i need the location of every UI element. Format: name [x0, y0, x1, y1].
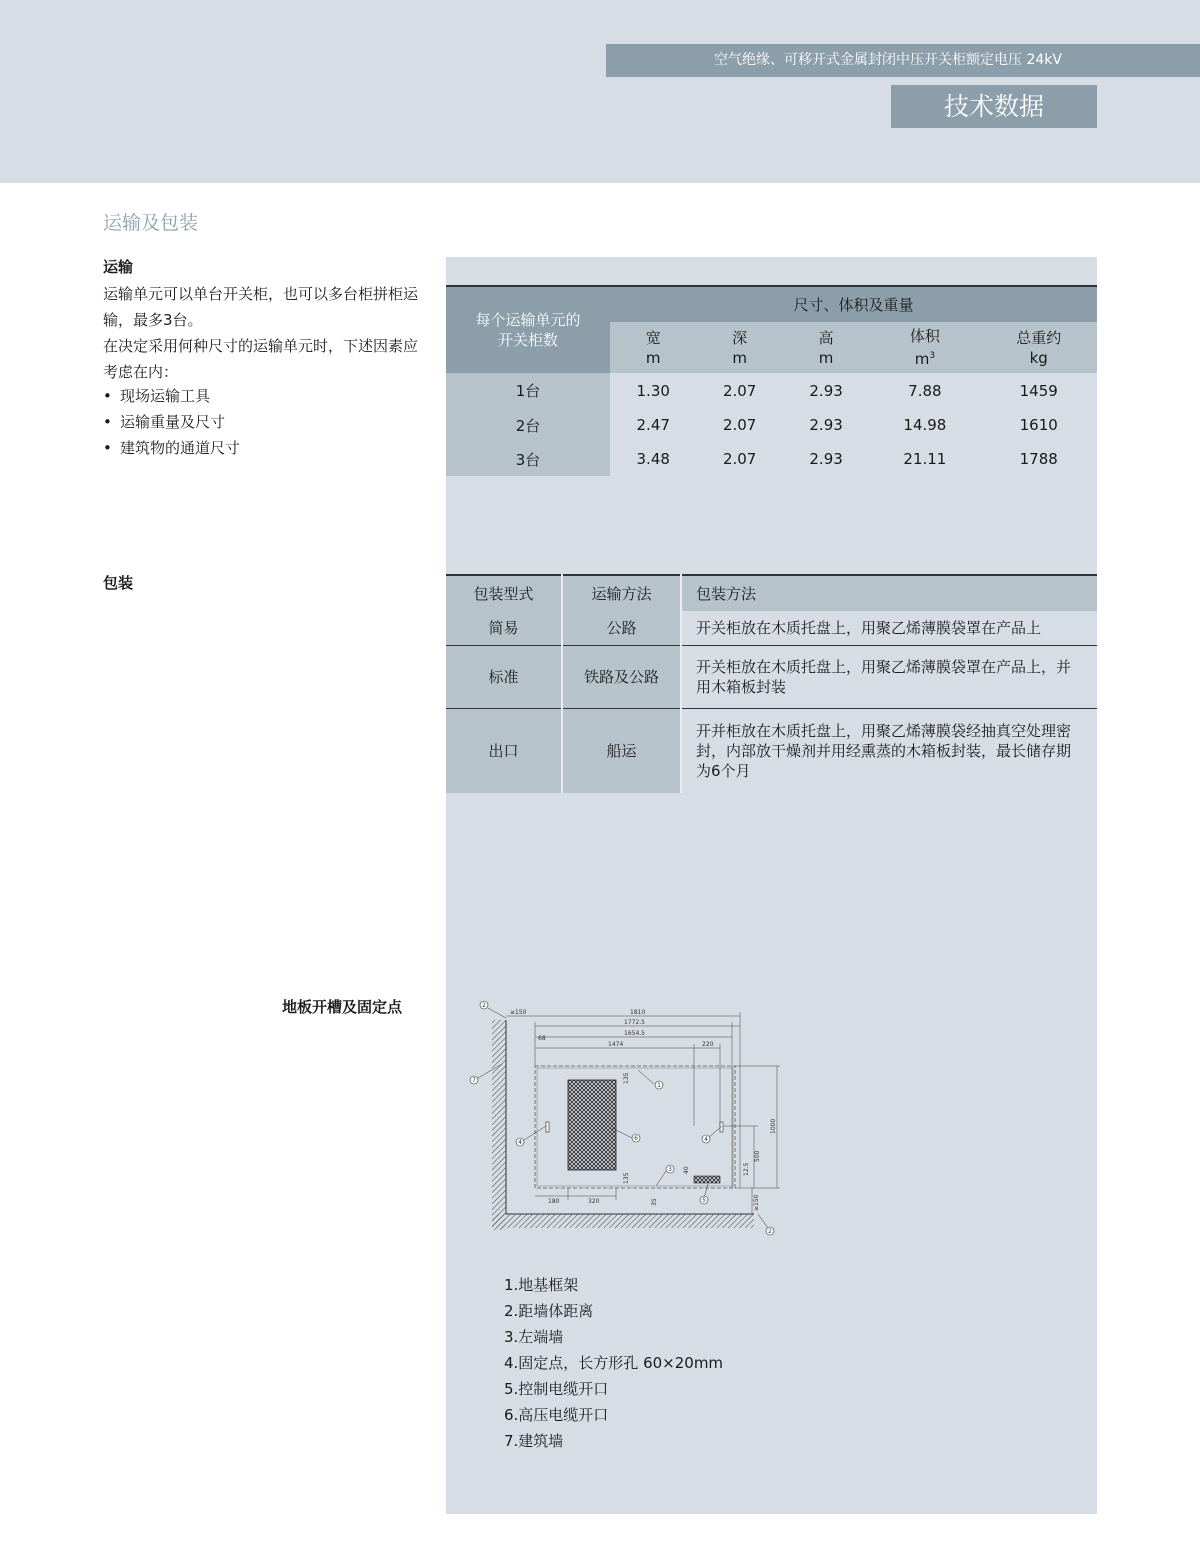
section-title: 运输及包装 [103, 212, 199, 234]
transport-description [103, 281, 423, 385]
column-header-width: 宽 m [610, 322, 696, 373]
list-item: • 现场运输工具 [103, 383, 240, 409]
transport-table [446, 285, 1097, 476]
column-header-weight: 总重约 kg [980, 322, 1097, 373]
callout-2-bottom: 2 [768, 1228, 772, 1235]
row-label: 3台 [446, 442, 610, 476]
table-cell: 1788 [980, 442, 1097, 476]
callout-4-right: 4 [704, 1136, 708, 1143]
table-row [446, 373, 1097, 408]
dim-135: 135 [623, 1072, 630, 1084]
column-header-type: 包装型式 [446, 575, 562, 611]
callout-1: 1 [657, 1082, 661, 1089]
table-cell: 2.93 [783, 408, 869, 442]
column-header-depth: 深 m [696, 322, 782, 373]
table-cell: 简易 [446, 611, 562, 645]
packaging-table [446, 574, 1097, 793]
row-label: 1台 [446, 373, 610, 408]
callout-6: 6 [634, 1135, 638, 1142]
table-cell: 21.11 [869, 442, 980, 476]
legend-item: 2.距墙体距离 [504, 1302, 594, 1320]
table-cell: 7.88 [869, 373, 980, 408]
list-item: • 建筑物的通道尺寸 [103, 435, 240, 461]
table-cell: 开并柜放在木质托盘上，用聚乙烯薄膜袋经抽真空处理密封，内部放干燥剂并用经熏蒸的木箱板封装，最长储存期为6个月 [681, 708, 1097, 793]
callout-2-top: 2 [482, 1002, 486, 1009]
table-cell: 开关柜放在木质托盘上，用聚乙烯薄膜袋罩在产品上 [681, 611, 1097, 645]
dim-500: 500 [754, 1150, 761, 1162]
table-cell: 公路 [562, 611, 681, 645]
dim-220: 220 [702, 1041, 714, 1048]
legend-item: 5.控制电缆开口 [504, 1380, 609, 1398]
column-header-packing: 包装方法 [681, 575, 1097, 611]
dim-320: 320 [588, 1198, 600, 1205]
legend-item: 6.高压电缆开口 [504, 1406, 609, 1424]
base-frame [535, 1066, 735, 1188]
callout-7: 7 [472, 1077, 476, 1084]
table-cell: 2.93 [783, 442, 869, 476]
fixing-point-left [546, 1122, 549, 1132]
dim-180: 180 [548, 1198, 560, 1205]
table-cell: 3.48 [610, 442, 696, 476]
table-row [446, 408, 1097, 442]
dim-1772: 1772.5 [624, 1019, 645, 1026]
dim-1810: 1810 [630, 1009, 646, 1016]
row-label: 2台 [446, 408, 610, 442]
legend-item: 7.建筑墙 [504, 1432, 564, 1450]
building-wall-left [492, 1020, 506, 1230]
control-cable-opening [694, 1176, 720, 1183]
legend-item: 3.左端墙 [504, 1328, 564, 1346]
dim-1654: 1654.5 [624, 1030, 645, 1037]
table-cell: 铁路及公路 [562, 645, 681, 708]
table-cell: 2.07 [696, 442, 782, 476]
page-title: 技术数据 [891, 85, 1097, 128]
callout-4-left: 4 [518, 1139, 522, 1146]
table-row [446, 611, 1097, 645]
document-subtitle: 空气绝缘、可移开式金属封闭中压开关柜额定电压 24kV [606, 44, 1200, 77]
dim-wall-distance-bottom: ≥150 [753, 1194, 760, 1211]
floor-heading: 地板开槽及固定点 [282, 998, 403, 1016]
building-wall-bottom [492, 1214, 754, 1228]
table-cell: 1459 [980, 373, 1097, 408]
packaging-heading: 包装 [103, 574, 134, 592]
column-header-method: 运输方法 [562, 575, 681, 611]
callout-5: 5 [702, 1197, 706, 1204]
column-header-height: 高 m [783, 322, 869, 373]
transport-heading: 运输 [103, 258, 134, 276]
legend-item: 4.固定点，长方形孔 60×20mm [504, 1354, 724, 1372]
transport-para-2: 在决定采用何种尺寸的运输单元时，下述因素应考虑在内： [103, 337, 419, 381]
dim-135-bottom: 135 [623, 1172, 630, 1184]
table-row [446, 708, 1097, 793]
floor-legend [504, 1272, 723, 1454]
table-cell: 1610 [980, 408, 1097, 442]
table-cell: 船运 [562, 708, 681, 793]
table-cell: 2.47 [610, 408, 696, 442]
legend-item: 1.地基框架 [504, 1276, 579, 1294]
table-cell: 1.30 [610, 373, 696, 408]
table-row [446, 645, 1097, 708]
list-item: • 运输重量及尺寸 [103, 409, 240, 435]
dim-35: 35 [651, 1198, 658, 1206]
dim-1000: 1000 [770, 1118, 777, 1134]
hv-cable-opening [568, 1080, 616, 1170]
table-cell: 2.93 [783, 373, 869, 408]
row-header: 每个运输单元的开关柜数 [446, 286, 610, 373]
column-header-volume: 体积 $m^3$ [869, 322, 980, 373]
callout-3: 3 [668, 1166, 672, 1173]
group-header: 尺寸、体积及重量 [610, 286, 1097, 322]
dim-1474: 1474 [608, 1041, 624, 1048]
table-row [446, 442, 1097, 476]
dim-40: 40 [683, 1166, 690, 1174]
table-cell: 2.07 [696, 408, 782, 442]
floor-drawing [462, 996, 792, 1241]
dim-12-5: 12.5 [743, 1162, 750, 1176]
table-cell: 开关柜放在木质托盘上，用聚乙烯薄膜袋罩在产品上，并用木箱板封装 [681, 645, 1097, 708]
transport-para-1: 运输单元可以单台开关柜，也可以多台柜拼柜运输，最多3台。 [103, 285, 419, 329]
table-cell: 出口 [446, 708, 562, 793]
table-cell: 标准 [446, 645, 562, 708]
table-cell: 14.98 [869, 408, 980, 442]
transport-factors-list [103, 383, 240, 461]
table-cell: 2.07 [696, 373, 782, 408]
dim-wall-distance: ≥150 [510, 1009, 527, 1016]
dim-68: 68 [538, 1035, 546, 1042]
